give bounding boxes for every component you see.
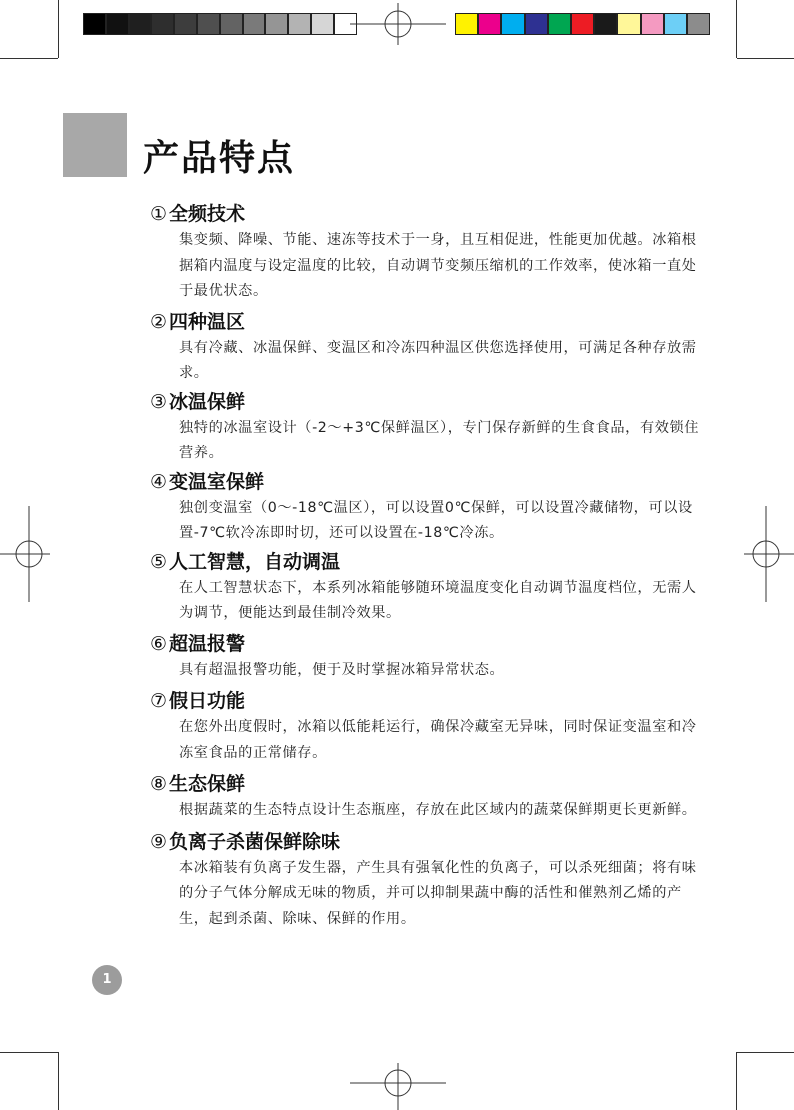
feature-number: ① — [150, 203, 168, 225]
feature-title: 负离子杀菌保鲜除味 — [169, 830, 341, 853]
feature-item — [150, 388, 700, 467]
feature-item — [150, 200, 700, 305]
feature-item — [150, 687, 700, 766]
feature-item — [150, 468, 700, 547]
feature-number: ⑨ — [150, 830, 168, 853]
feature-description: 集变频、降噪、节能、速冻等技术于一身，且互相促进，性能更加优越。冰箱根据箱内温度与设定温度的比较，自动调节变频压缩机的工作效率，使冰箱一直处于最优状态。 — [179, 232, 697, 299]
feature-item — [150, 828, 700, 933]
color-swatch — [83, 13, 106, 35]
feature-heading — [150, 828, 700, 856]
feature-number: ② — [150, 310, 168, 333]
feature-heading — [150, 308, 700, 336]
feature-heading — [150, 200, 700, 228]
feature-description: 在人工智慧状态下，本系列冰箱能够随环境温度变化自动调节温度档位，无需人为调节，便能达到最佳制冷效果。 — [179, 579, 697, 621]
feature-item — [150, 630, 700, 684]
feature-number: ④ — [150, 470, 168, 493]
color-swatch — [594, 13, 617, 35]
feature-title: 四种温区 — [169, 310, 246, 333]
color-swatch — [501, 13, 524, 35]
color-swatch — [197, 13, 220, 35]
feature-title: 超温报警 — [169, 632, 246, 655]
color-swatch — [641, 13, 664, 35]
feature-number: ⑥ — [150, 632, 168, 655]
color-swatch — [151, 13, 174, 35]
color-swatch — [174, 13, 197, 35]
feature-number: ③ — [150, 390, 168, 413]
feature-title: 假日功能 — [169, 690, 246, 712]
feature-item — [150, 548, 700, 627]
color-swatch — [571, 13, 594, 35]
feature-title: 全频技术 — [169, 203, 246, 225]
color-swatch — [548, 13, 571, 35]
feature-title: 冰温保鲜 — [169, 390, 246, 413]
color-swatch — [455, 13, 478, 35]
feature-number: ⑦ — [150, 690, 168, 712]
color-swatch — [288, 13, 311, 35]
color-swatch — [478, 13, 501, 35]
feature-title: 人工智慧，自动调温 — [169, 550, 341, 573]
feature-heading — [150, 468, 700, 496]
color-swatch — [311, 13, 334, 35]
page-number: 1 — [92, 965, 122, 995]
feature-heading — [150, 630, 700, 658]
color-swatch — [243, 13, 266, 35]
registration-mark-right-icon — [744, 506, 794, 602]
feature-heading — [150, 548, 700, 576]
color-swatch — [617, 13, 640, 35]
feature-description: 根据蔬菜的生态特点设计生态瓶座，存放在此区域内的蔬菜保鲜期更长更新鲜。 — [179, 802, 697, 818]
feature-number: ⑧ — [150, 773, 168, 795]
feature-item — [150, 770, 700, 824]
feature-title: 生态保鲜 — [169, 773, 246, 795]
feature-title: 变温室保鲜 — [169, 470, 265, 493]
feature-description: 本冰箱装有负离子发生器，产生具有强氧化性的负离子，可以杀死细菌；将有味的分子气体分解成无味的物质，并可以抑制果蔬中酶的活性和催熟剂乙烯的产生，起到杀菌、除味、保鲜的作用。 — [179, 859, 697, 927]
feature-item — [150, 308, 700, 387]
registration-mark-left-icon — [0, 506, 50, 602]
color-swatch — [220, 13, 243, 35]
feature-list — [150, 200, 700, 932]
feature-description: 独特的冰温室设计（-2～+3℃保鲜温区），专门保存新鲜的生食食品，有效锁住营养。 — [179, 419, 700, 461]
title-block-decoration — [63, 113, 127, 177]
feature-number: ⑤ — [150, 550, 168, 573]
feature-description: 在您外出度假时，冰箱以低能耗运行，确保冷藏室无异味，同时保证变温室和冷冻室食品的正常储存。 — [179, 719, 697, 761]
feature-heading — [150, 770, 700, 798]
feature-description: 独创变温室（0～-18℃温区），可以设置0℃保鲜，可以设置冷藏储物，可以设置-7℃软冷冻即时切，还可以设置在-18℃冷冻。 — [179, 499, 693, 541]
feature-description: 具有超温报警功能，便于及时掌握冰箱异常状态。 — [179, 661, 505, 678]
color-swatch — [687, 13, 710, 35]
feature-heading — [150, 687, 700, 715]
registration-mark-top-icon — [350, 3, 446, 45]
feature-heading — [150, 388, 700, 416]
color-swatch — [525, 13, 548, 35]
registration-mark-bottom-icon — [350, 1063, 446, 1110]
color-swatch — [664, 13, 687, 35]
color-swatch — [129, 13, 152, 35]
page-title: 产品特点 — [143, 138, 296, 179]
color-swatch — [106, 13, 129, 35]
color-swatch — [265, 13, 288, 35]
feature-description: 具有冷藏、冰温保鲜、变温区和冷冻四种温区供您选择使用，可满足各种存放需求。 — [179, 339, 697, 381]
